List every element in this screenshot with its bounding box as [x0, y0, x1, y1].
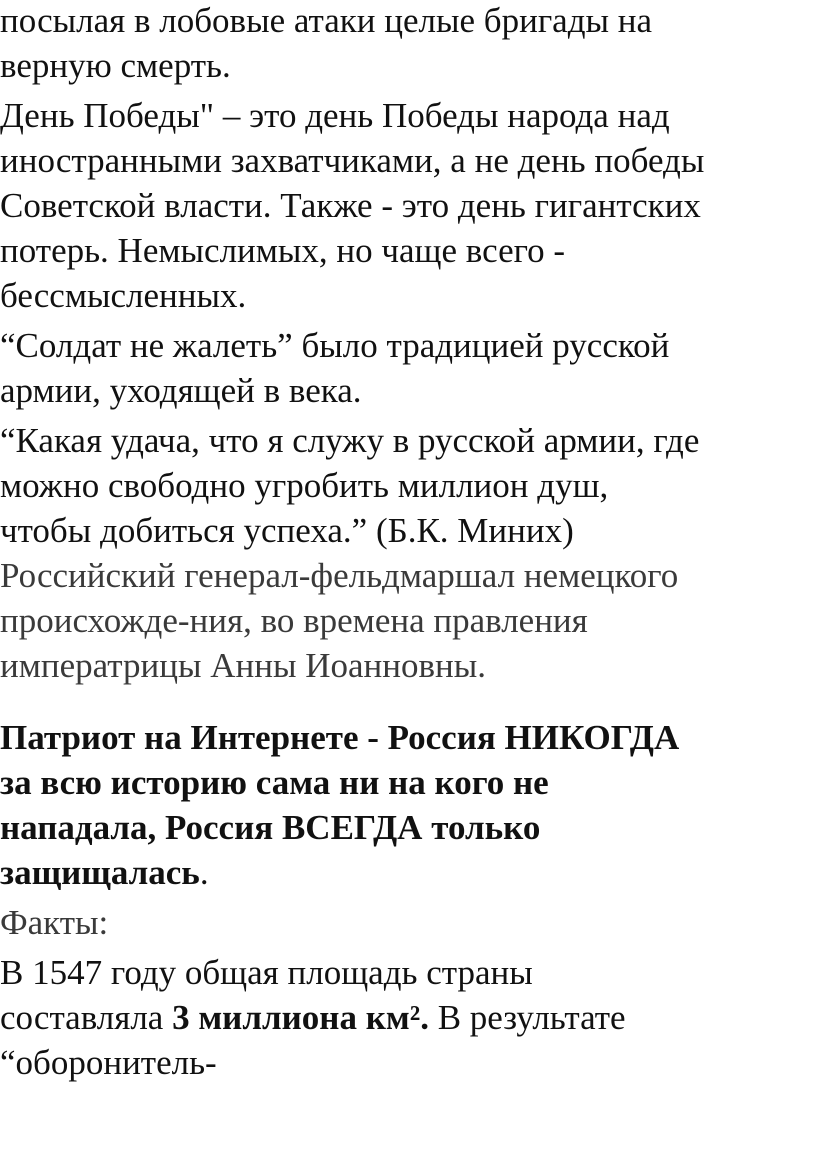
paragraph-brigades	[0, 0, 816, 88]
text-line: В 1547 году общая площадь страны	[0, 953, 533, 992]
paragraph-patriot-claim	[0, 715, 816, 895]
text-line: происхожде-ния, во времена правления	[0, 601, 588, 640]
text-line: “Солдат не жалеть” было традицией русской	[0, 326, 670, 365]
text-segment: составляла	[0, 998, 173, 1037]
text-line: императрицы Анны Иоанновны.	[0, 646, 487, 685]
paragraph-facts-heading	[0, 900, 816, 945]
text-line: бессмысленных.	[0, 276, 247, 315]
text-line: День Победы" – это день Победы народа над	[0, 96, 670, 135]
text-line: потерь. Немыслимых, но чаще всего -	[0, 231, 565, 270]
text-line: Патриот на Интернете - Россия НИКОГДА	[0, 718, 680, 757]
text-line: за всю историю сама ни на кого не	[0, 763, 549, 802]
facts-label: Факты:	[0, 903, 109, 942]
paragraph-minikh-description	[0, 553, 816, 688]
text-line: иностранными захватчиками, а не день победы	[0, 141, 705, 180]
text-line: Советской власти. Также - это день гигантских	[0, 186, 701, 225]
paragraph-victory-day	[0, 93, 816, 318]
paragraph-soldiers-tradition	[0, 323, 816, 413]
text-line: армии, уходящей в века.	[0, 371, 362, 410]
text-line: “оборонитель-	[0, 1043, 217, 1082]
text-line-final	[0, 850, 816, 895]
text-line: нападала, Россия ВСЕГДА только	[0, 808, 541, 847]
text-line: можно свободно угробить миллион душ,	[0, 466, 609, 505]
text-line: посылая в лобовые атаки целые бригады на	[0, 1, 653, 40]
text-line: Российский генерал-фельдмаршал немецкого	[0, 556, 679, 595]
text-segment: В результате	[428, 998, 626, 1037]
text-line-mixed	[0, 995, 816, 1040]
text-line: чтобы добиться успеха.” (Б.К. Миних)	[0, 511, 574, 550]
bold-area-value: 3 миллиона км².	[172, 998, 429, 1037]
text-line: “Какая удача, что я служу в русской армии, где	[0, 421, 700, 460]
text-line: верную смерть.	[0, 46, 231, 85]
end-punctuation: .	[199, 853, 209, 892]
bold-text: защищалась	[0, 853, 200, 892]
quote-minikh	[0, 418, 816, 553]
paragraph-area-1547	[0, 950, 816, 1085]
